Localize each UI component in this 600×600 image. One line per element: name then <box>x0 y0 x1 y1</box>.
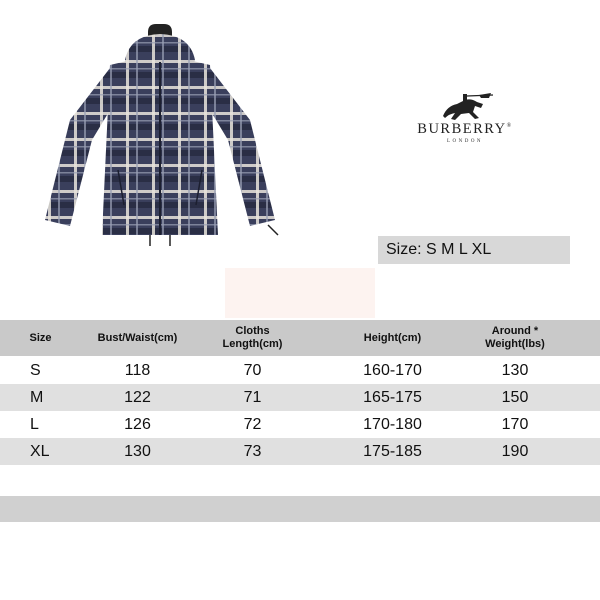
cell-weight: 130 <box>501 362 529 379</box>
brand-logo-block <box>395 92 535 152</box>
cell-weight: 170 <box>501 416 529 433</box>
cell-height: 175-185 <box>363 443 422 460</box>
cell-bust-waist: 126 <box>124 416 151 433</box>
watermark <box>225 268 375 318</box>
brand-name-text: BURBERRY <box>417 121 507 137</box>
cell-height: 165-175 <box>363 389 422 406</box>
cell-cloths-length: 70 <box>243 362 262 379</box>
header-height: Height(cm) <box>363 331 422 344</box>
cell-height: 160-170 <box>363 362 422 379</box>
cell-size: S <box>30 362 41 379</box>
header-cloths-length: Cloths Length(cm) <box>222 325 283 350</box>
size-table-header <box>0 320 600 356</box>
cell-size: XL <box>30 443 50 460</box>
table-row <box>0 411 600 438</box>
cell-bust-waist: 130 <box>124 443 151 460</box>
cell-cloths-length: 72 <box>243 416 262 433</box>
table-row <box>0 438 600 465</box>
product-jacket-image <box>40 20 280 250</box>
brand-subtitle: LONDON <box>446 139 484 144</box>
cell-weight: 190 <box>501 443 529 460</box>
cell-size: M <box>30 389 44 406</box>
footer-bar <box>0 496 600 522</box>
brand-name <box>395 121 535 138</box>
table-row <box>0 357 600 384</box>
cell-bust-waist: 118 <box>124 362 151 379</box>
header-weight: Around * Weight(lbs) <box>485 325 545 350</box>
header-bust-waist: Bust/Waist(cm) <box>97 331 178 344</box>
header-size: Size <box>29 331 52 344</box>
cell-weight: 150 <box>501 389 529 406</box>
cell-cloths-length: 71 <box>243 389 262 406</box>
available-sizes-label: Size: S M L XL <box>378 236 570 264</box>
cell-height: 170-180 <box>363 416 422 433</box>
cell-cloths-length: 73 <box>243 443 262 460</box>
registered-mark: ® <box>506 123 513 130</box>
equestrian-knight-icon <box>433 92 497 122</box>
cell-bust-waist: 122 <box>124 389 151 406</box>
table-row <box>0 384 600 411</box>
cell-size: L <box>30 416 39 433</box>
